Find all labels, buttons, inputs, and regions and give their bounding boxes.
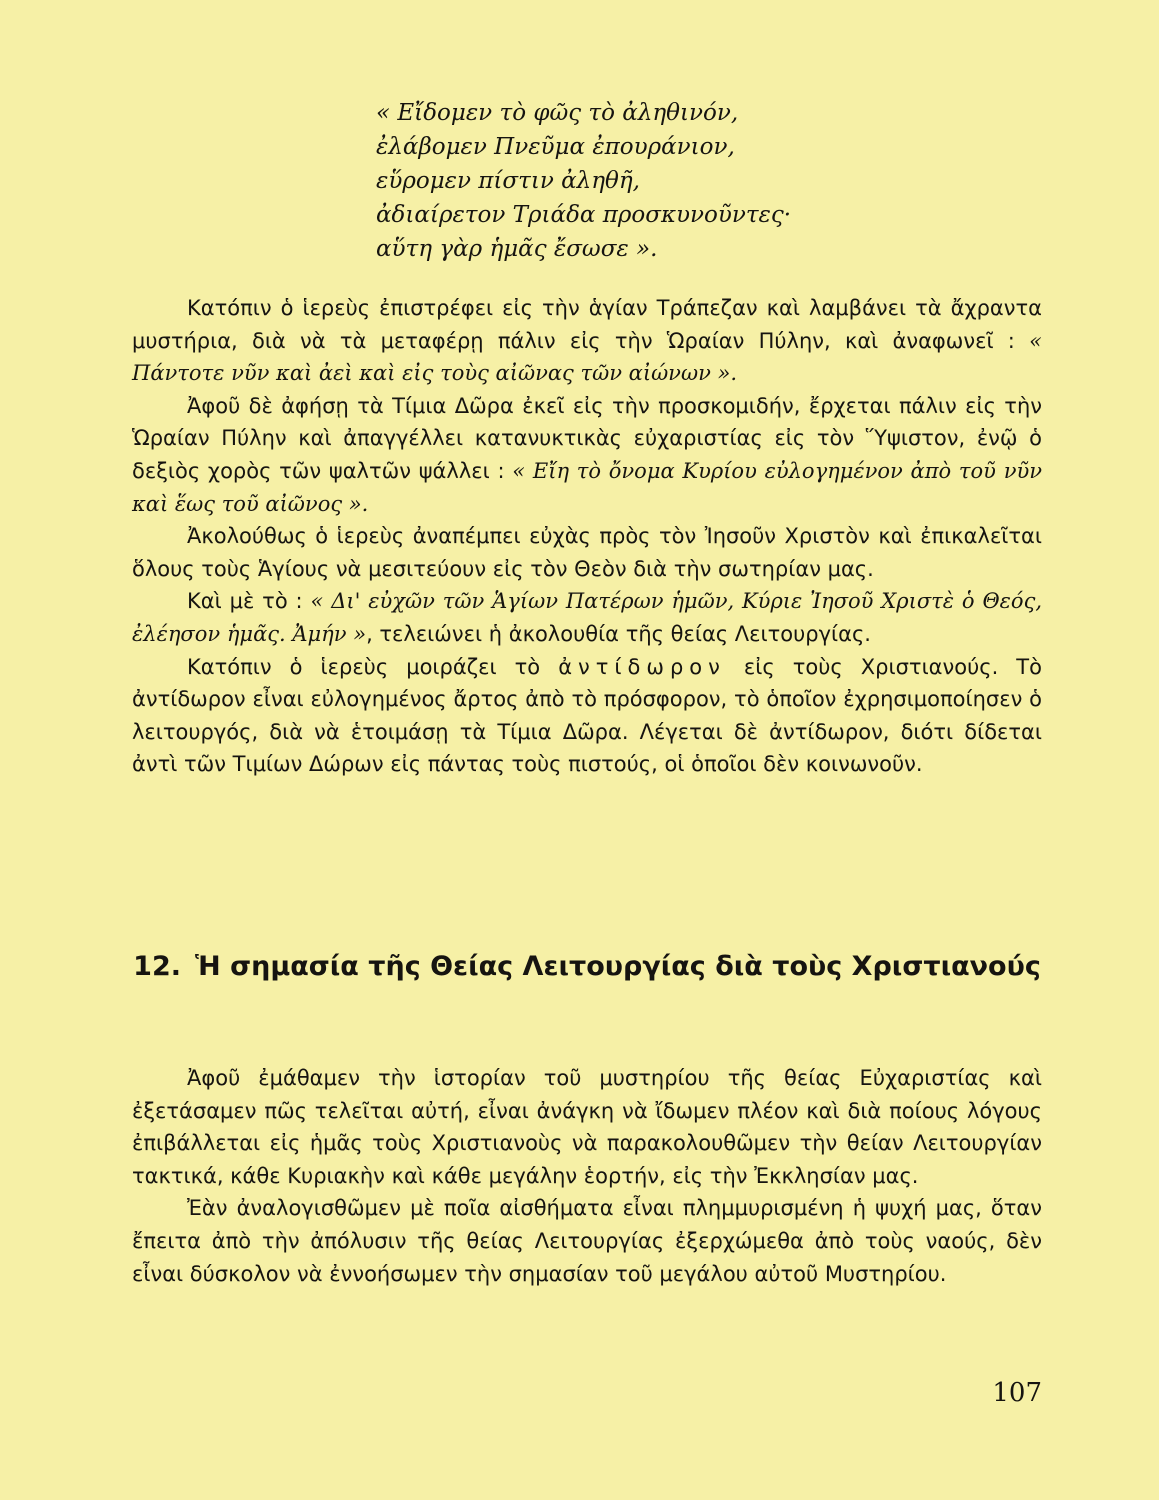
paragraph: Κατόπιν ὁ ἱερεὺς ἐπιστρέφει εἰς τὴν ἁγίαν Τράπεζαν καὶ λαμβάνει τὰ ἄχραντα μυστήρια, διὰ νὰ τὰ μεταφέρῃ πάλιν εἰς τὴν Ὡραίαν Πύλην, καὶ ἀναφωνεῖ : « Πάντοτε νῦν καὶ ἀεὶ καὶ εἰς τοὺς αἰῶνας τῶν αἰώνων ». (132, 296, 1042, 386)
hymn-line: αὕτη γὰρ ἡμᾶς ἔσωσε ». (376, 236, 658, 262)
hymn-line: « Εἴδομεν τὸ φῶς τὸ ἀληθινόν, (376, 100, 739, 126)
quotation: « Πάντοτε νῦν καὶ ἀεὶ καὶ εἰς τοὺς αἰῶνας τῶν αἰώνων ». (132, 328, 1042, 386)
paragraph: Κατόπιν ὁ ἱερεὺς μοιράζει τὸ ἀντίδωρον εἰς τοὺς Χριστιανούς. Τὸ ἀντίδωρον εἶναι εὐλογημένος ἄρτος ἀπὸ τὸ πρόσφορον, τὸ ὁποῖον ἐχρησιμοποίησεν ὁ λειτουργός, διὰ νὰ ἑτοιμάσῃ τὰ Τίμια Δῶρα. Λέγεται δὲ ἀντίδωρον, διότι δίδεται ἀντὶ τῶν Τιμίων Δώρων εἰς πάντας τοὺς πιστούς, οἱ ὁποῖοι δὲν κοινωνοῦν. (132, 654, 1042, 777)
hymn-line: ἐλάβομεν Πνεῦμα ἐπουράνιον, (376, 134, 735, 160)
hymn-line: ἀδιαίρετον Τριάδα προσκυνοῦντες· (376, 202, 792, 228)
liturgy-description (132, 292, 1042, 781)
paragraph: Ἀκολούθως ὁ ἱερεὺς ἀναπέμπει εὐχὰς πρὸς τὸν Ἰησοῦν Χριστὸν καὶ ἐπικαλεῖται ὅλους τοὺς Ἁγίους νὰ μεσιτεύουν εἰς τὸν Θεὸν διὰ τὴν σωτηρίαν μας. (132, 524, 1042, 581)
paragraph: Ἐὰν ἀναλογισθῶμεν μὲ ποῖα αἰσθήματα εἶναι πλημμυρισμένη ἡ ψυχή μας, ὅταν ἔπειτα ἀπὸ τὴν ἀπόλυσιν τῆς θείας Λειτουργίας ἐξερχώμεθα ἀπὸ τοὺς ναούς, δὲν εἶναι δύσκολον νὰ ἐννοήσωμεν τὴν σημασίαν τοῦ μεγάλου αὐτοῦ Μυστηρίου. (132, 1196, 1042, 1286)
section-body (132, 1062, 1042, 1290)
page-number: 107 (992, 1378, 1042, 1408)
section-number: 12. (133, 951, 181, 982)
hymn-verse (376, 96, 791, 266)
quotation: « Εἴη τὸ ὄνομα Κυρίου εὐλογημένον ἀπὸ τοῦ νῦν καὶ ἕως τοῦ αἰῶνος ». (132, 458, 1042, 516)
paragraph: Ἀφοῦ δὲ ἀφήσῃ τὰ Τίμια Δῶρα ἐκεῖ εἰς τὴν προσκομιδήν, ἔρχεται πάλιν εἰς τὴν Ὡραίαν Πύλην καὶ ἀπαγγέλλει κατανυκτικὰς εὐχαριστίας εἰς τὸν Ὕψιστον, ἐνῷ ὁ δεξιὸς χορὸς τῶν ψαλτῶν ψάλλει : « Εἴη τὸ ὄνομα Κυρίου εὐλογημένον ἀπὸ τοῦ νῦν καὶ ἕως τοῦ αἰῶνος ». (132, 393, 1042, 516)
paragraph: Ἀφοῦ ἐμάθαμεν τὴν ἱστορίαν τοῦ μυστηρίου τῆς θείας Εὐχαριστίας καὶ ἐξετάσαμεν πῶς τελεῖται αὐτή, εἶναι ἀνάγκη νὰ ἴδωμεν πλέον καὶ διὰ ποίους λόγους ἐπιβάλλεται εἰς ἡμᾶς τοὺς Χριστιανοὺς νὰ παρακολουθῶμεν τὴν θείαν Λειτουργίαν τακτικά, κάθε Κυριακὴν καὶ κάθε μεγάλην ἑορτήν, εἰς τὴν Ἐκκλησίαν μας. (132, 1066, 1042, 1188)
section-heading (132, 948, 1042, 986)
hymn-line: εὕρομεν πίστιν ἀληθῆ, (376, 168, 640, 194)
section-title: Ἡ σημασία τῆς Θείας Λειτουργίας διὰ τοὺς Χριστιανούς (195, 951, 1041, 982)
paragraph: Καὶ μὲ τὸ : « Δι' εὐχῶν τῶν Ἁγίων Πατέρων ἡμῶν, Κύριε Ἰησοῦ Χριστὲ ὁ Θεός, ἐλέησον ἡμᾶς. Ἀμήν », τελειώνει ἡ ἀκολουθία τῆς θείας Λειτουργίας. (132, 589, 1043, 646)
quotation: « Δι' εὐχῶν τῶν Ἁγίων Πατέρων ἡμῶν, Κύριε Ἰησοῦ Χριστὲ ὁ Θεός, ἐλέησον ἡμᾶς. Ἀμήν » (132, 589, 1043, 646)
emphasized-term: ἀντίδωρον (558, 654, 726, 679)
